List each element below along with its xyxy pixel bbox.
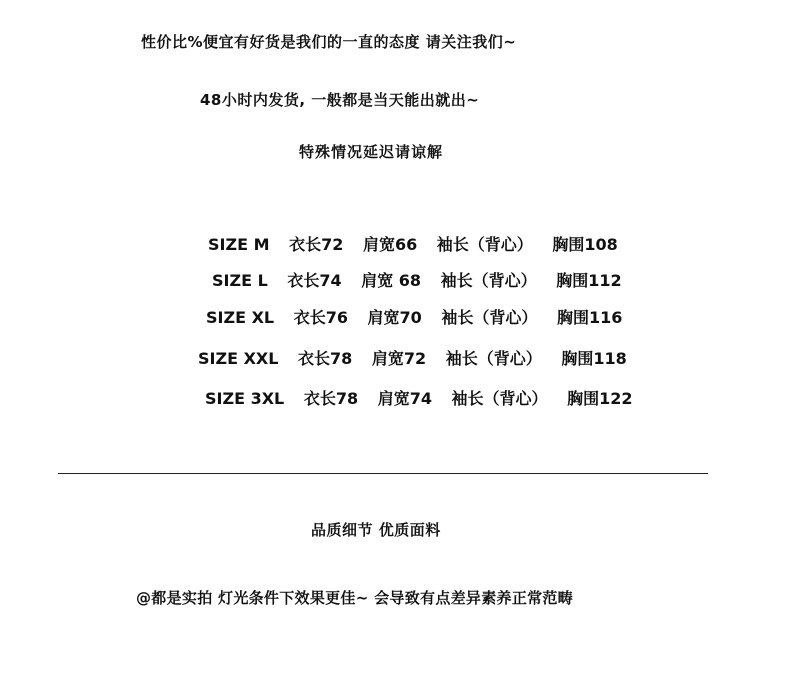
chest-value: 胸围118 (561, 349, 627, 368)
size-row (206, 305, 622, 328)
length-value: 衣长78 (298, 349, 353, 368)
shoulder-value: 肩宽74 (377, 389, 432, 408)
sleeve-value: 袖长（背心） (440, 271, 537, 290)
size-row (212, 268, 622, 291)
sleeve-value: 袖长（背心） (451, 389, 548, 408)
details-heading: 品质细节 优质面料 (311, 521, 441, 539)
size-label: SIZE XL (206, 308, 275, 327)
length-value: 衣长76 (293, 308, 348, 327)
photo-note: @都是实拍 灯光条件下效果更佳~ 会导致有点差异素养正常范畴 (136, 589, 574, 607)
intro-line-shipping: 48小时内发货, 一般都是当天能出就出~ (200, 91, 480, 109)
size-row (198, 346, 627, 369)
length-value: 衣长78 (303, 389, 359, 408)
chest-value: 胸围112 (556, 271, 622, 290)
sleeve-value: 袖长（背心） (445, 349, 542, 368)
shoulder-value: 肩宽 68 (361, 271, 422, 290)
section-divider (58, 473, 708, 474)
size-label: SIZE M (208, 235, 270, 254)
size-label: SIZE 3XL (205, 389, 285, 408)
length-value: 衣长72 (289, 235, 344, 254)
chest-value: 胸围116 (557, 308, 623, 327)
chest-value: 胸围122 (567, 389, 633, 408)
intro-line-delay: 特殊情况延迟请谅解 (299, 143, 444, 161)
size-row (208, 232, 618, 255)
size-label: SIZE L (212, 271, 268, 290)
intro-line-value: 性价比%便宜有好货是我们的一直的态度 请关注我们~ (141, 33, 517, 51)
sleeve-value: 袖长（背心） (441, 308, 538, 327)
shoulder-value: 肩宽72 (371, 349, 427, 368)
length-value: 衣长74 (287, 271, 342, 290)
shoulder-value: 肩宽66 (362, 235, 418, 254)
shoulder-value: 肩宽70 (367, 308, 422, 327)
sleeve-value: 袖长（背心） (436, 235, 533, 254)
chest-value: 胸围108 (552, 235, 618, 254)
size-label: SIZE XXL (198, 349, 279, 368)
size-row (205, 386, 633, 409)
